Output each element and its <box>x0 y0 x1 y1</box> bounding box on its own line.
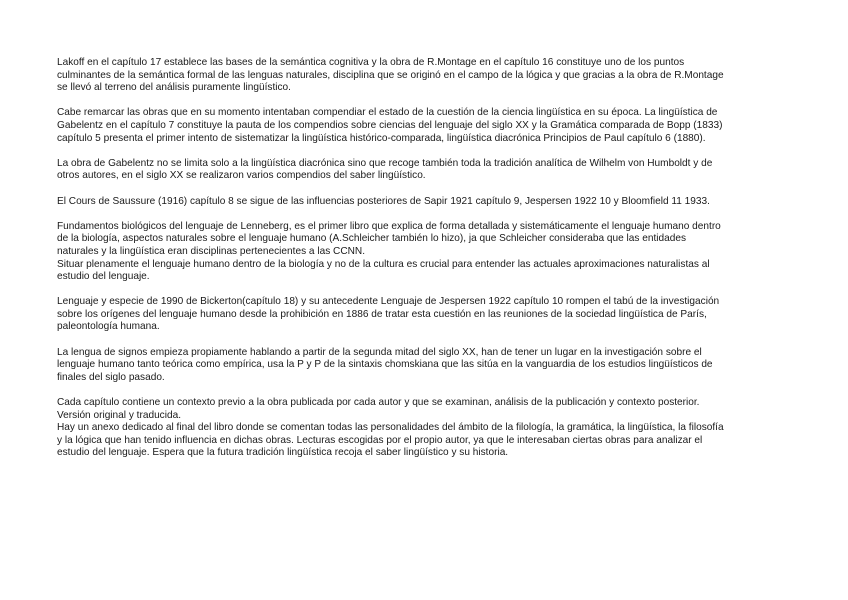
paragraph-bickerton <box>57 296 797 334</box>
text-line: lenguaje humano tanto teórica como empírica, usa la P y P de la sintaxis chomskiana que las sitúa en la vanguardia de los estudios lingüísticos de <box>57 359 713 371</box>
text-line: y la lógica que han tenido influencia en dichas obras. Lecturas escogidas por el propio autor, ya que le interesaban ciertas obras para analizar el <box>57 434 703 446</box>
text-line: La obra de Gabelentz no se limita solo a la lingüística diacrónica sino que recoge también toda la tradición analítica de Wilhelm von Humboldt y de <box>57 157 713 169</box>
text-line: El Cours de Saussure (1916) capítulo 8 se sigue de las influencias posteriores de Sapir 1921 capítulo 9, Jespersen 1922 10 y Bloomfield 11 1933. <box>57 195 710 207</box>
paragraph-gabelentz <box>57 158 797 183</box>
text-line: de la biología, aspectos naturales sobre el lenguaje humano (A.Schleicher también lo hizo), ja que Schleicher consideraba que las entidades <box>57 233 687 245</box>
text-line: Gabelentz en el capítulo 7 constituye la pauta de los compendios sobre ciencias del lenguaje del siglo XX y la Gramática comparada de Bopp (1833) <box>57 119 723 131</box>
text-line: Lakoff en el capítulo 17 establece las bases de la semántica cognitiva y la obra de R.Montage en el capítulo 16 constituye uno de los puntos <box>57 57 685 68</box>
text-line: sobre los orígenes del lenguaje humano desde la prohibición en 1886 de tratar esta cuestión en las reuniones de la sociedad lingüística de París, <box>57 308 707 320</box>
text-line: paleontología humana. <box>57 321 160 333</box>
paragraph-saussure <box>57 196 797 209</box>
document-page <box>57 57 797 473</box>
text-line: La lengua de signos empieza propiamente hablando a partir de la segunda mitad del siglo XX, han de tener un lugar en la investigación sobre el <box>57 346 702 358</box>
paragraph-compendios <box>57 107 797 145</box>
text-line: capítulo 5 presenta el primer intento de sistematizar la lingüística histórico-comparada, lingüística diacrónica Principios de Paul capítulo 6 (1880). <box>57 132 706 144</box>
paragraph-capitulos-anexo <box>57 397 797 460</box>
text-line: Lenguaje y especie de 1990 de Bickerton(capítulo 18) y su antecedente Lenguaje de Jespersen 1922 capítulo 10 rompen el tabú de la investigación <box>57 296 720 308</box>
text-line: naturales y la lingüística eran disciplinas pertenecientes a las CCNN. <box>57 245 366 257</box>
text-line: Situar plenamente el lenguaje humano dentro de la biología y no de la cultura es crucial para entender las actuales aproximaciones naturalistas al <box>57 258 710 270</box>
text-line: se llevó al terreno del análisis puramente lingüístico. <box>57 82 291 94</box>
paragraph-lengua-signos <box>57 347 797 385</box>
text-line: estudio del lenguaje. <box>57 271 150 283</box>
paragraph-lakoff-montague <box>57 57 797 95</box>
text-line: finales del siglo pasado. <box>57 371 165 383</box>
text-line: Cada capítulo contiene un contexto previo a la obra publicada por cada autor y que se examinan, análisis de la publicación y contexto posterior. <box>57 397 700 409</box>
text-line: Fundamentos biológicos del lenguaje de Lenneberg, es el primer libro que explica de forma detallada y sistemáticamente el lenguaje humano dentro <box>57 220 721 232</box>
paragraph-lenneberg <box>57 221 797 284</box>
text-line: estudio del lenguaje. Espera que la futura tradición lingüística recoja el saber lingüístico y su historia. <box>57 447 509 459</box>
text-line: otros autores, en el siglo XX se realizaron varios compendios del saber lingüístico. <box>57 170 426 182</box>
text-line: Versión original y traducida. <box>57 409 181 421</box>
text-line: culminantes de la semántica formal de las lenguas naturales, disciplina que se originó en el campo de la lógica y que gracias a la obra de R.Montage <box>57 69 724 81</box>
text-line: Cabe remarcar las obras que en su momento intentaban compendiar el estado de la cuestión de la ciencia lingüística en su época. La lingüística de <box>57 107 718 119</box>
text-line: Hay un anexo dedicado al final del libro donde se comentan todas las personalidades del ámbito de la filología, la gramática, la lingüística, la filosofía <box>57 422 724 434</box>
